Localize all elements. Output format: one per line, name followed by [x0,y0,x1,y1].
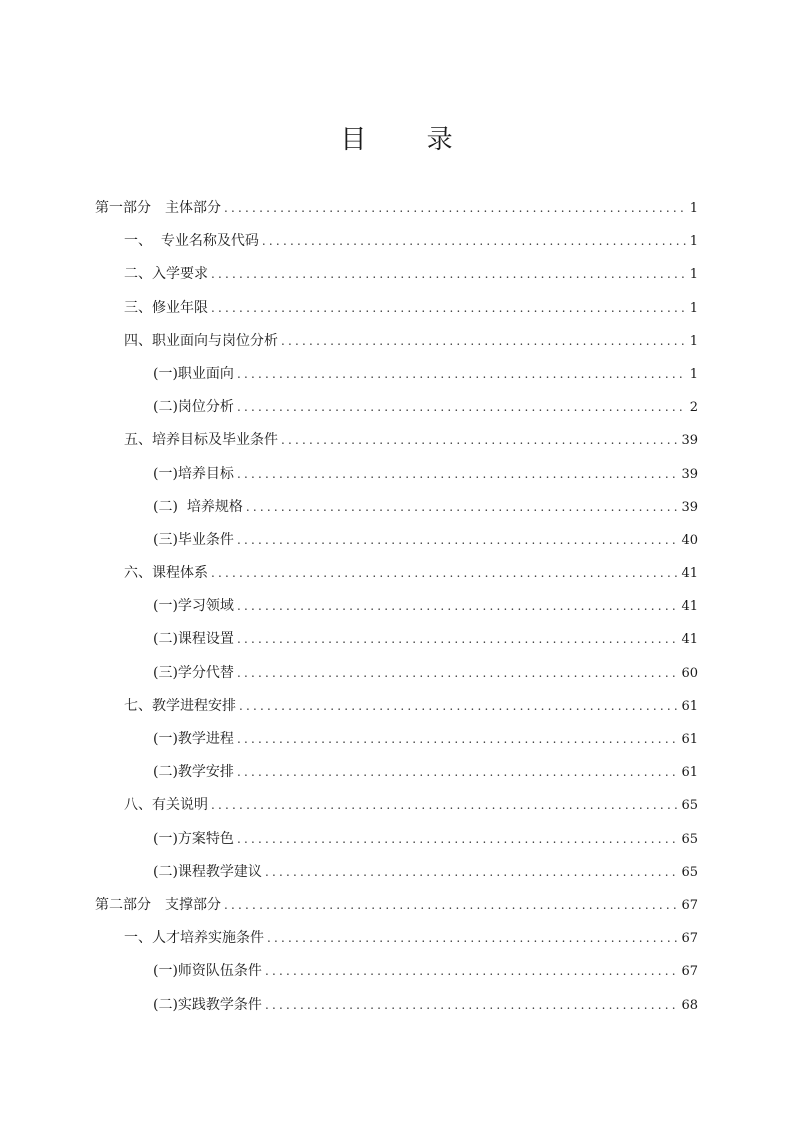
toc-entry[interactable] [95,723,698,756]
toc-page-number: 68 [681,997,698,1013]
toc-page-number: 1 [689,234,698,250]
toc-dot-leader [281,325,687,358]
toc-page-number: 67 [681,897,698,913]
toc-dot-leader [262,225,687,258]
toc-dot-leader [267,922,678,955]
toc-entry-label: 第一部分 主体部分 [95,200,221,216]
toc-entry[interactable] [95,789,698,822]
toc-page-number: 61 [681,765,698,781]
toc-entry-label: 四、职业面向与岗位分析 [124,332,278,349]
toc-entry-label: 一、 专业名称及代码 [124,233,259,250]
toc-dot-leader [237,358,687,391]
toc-entry-label: (一)学习领域 [153,598,234,615]
toc-page-number: 60 [681,665,698,681]
toc-entry[interactable] [95,823,698,856]
toc-entry-label: (一)教学进程 [153,731,234,747]
toc-entry[interactable] [95,690,698,723]
toc-entry-label: 五、培养目标及毕业条件 [124,432,278,449]
toc-page-number: 65 [681,831,698,847]
toc-entry[interactable] [95,458,698,491]
toc-entry[interactable] [95,989,698,1022]
page-title: 目 录 [340,125,479,155]
toc-dot-leader [246,491,679,524]
toc-dot-leader [265,955,679,988]
toc-entry[interactable] [95,623,698,656]
toc-page-number: 41 [681,599,698,615]
toc-dot-leader [211,292,687,325]
toc-entry-label: (一)师资队伍条件 [153,963,262,980]
toc-entry[interactable] [95,922,698,955]
toc-dot-leader [237,823,679,856]
toc-entry-label: (三)毕业条件 [153,531,234,548]
toc-entry-label: (二)岗位分析 [153,399,234,416]
toc-page-number: 61 [681,732,698,747]
toc-page-number: 65 [681,864,698,880]
toc-entry[interactable] [95,955,698,988]
toc-dot-leader [281,424,678,457]
toc-dot-leader [224,192,687,225]
toc-page-number: 2 [689,400,698,416]
toc-page-number: 65 [681,798,698,814]
toc-entry[interactable] [95,424,698,457]
toc-dot-leader [237,524,679,557]
toc-entry-label: (二) 培养规格 [153,498,243,515]
toc-entry-label: 三、修业年限 [124,299,208,316]
toc-dot-leader [237,723,679,756]
toc-entry[interactable] [95,756,698,789]
toc-dot-leader [211,789,678,822]
toc-entry-label: (一)职业面向 [153,365,234,382]
toc-page-number: 1 [689,300,698,316]
toc-entry[interactable] [95,325,698,358]
toc-dot-leader [237,590,679,623]
toc-entry-label: 六、课程体系 [124,565,208,582]
toc-entry[interactable] [95,358,698,391]
toc-entry-label: (二)课程设置 [153,631,234,648]
toc-entry[interactable] [95,889,698,922]
toc-dot-leader [265,856,679,889]
toc-entry-label: 七、教学进程安排 [124,697,236,714]
toc-dot-leader [237,391,687,424]
toc-dot-leader [239,690,678,723]
toc-dot-leader [237,756,679,789]
toc-entry[interactable] [95,657,698,690]
toc-entry-label: (二)教学安排 [153,764,234,781]
toc-entry-label: 一、人才培养实施条件 [124,930,264,947]
toc-page-number: 41 [681,632,698,648]
toc-entry[interactable] [95,192,698,225]
toc-entry-label: 二、入学要求 [124,266,208,283]
toc-dot-leader [237,458,679,491]
toc-page-number: 39 [681,466,698,482]
toc-dot-leader [211,258,687,291]
toc-entry[interactable] [95,590,698,623]
toc-page-number: 1 [689,366,698,382]
toc-dot-leader [211,557,678,590]
toc-page-number: 67 [681,931,698,947]
toc-entry-label: 第二部分 支撑部分 [95,896,221,913]
toc-page-number: 39 [681,433,698,449]
toc-entry-label: (三)学分代替 [153,664,234,681]
toc-entry-label: (一)培养目标 [153,465,234,482]
toc-page-number: 39 [681,499,698,515]
toc-entry[interactable] [95,292,698,325]
toc-page-number: 41 [681,566,698,582]
toc-entry[interactable] [95,258,698,291]
toc-page-number: 1 [689,333,698,349]
toc-entry[interactable] [95,856,698,889]
toc-page-number: 1 [689,267,698,283]
toc-page-number: 40 [681,532,698,548]
toc-page-number: 1 [689,201,698,216]
table-of-contents [95,192,698,1022]
toc-page-number: 61 [681,698,698,714]
toc-entry-label: (二)课程教学建议 [153,863,262,880]
toc-entry[interactable] [95,391,698,424]
toc-dot-leader [237,623,679,656]
toc-entry[interactable] [95,524,698,557]
toc-entry-label: 八、有关说明 [124,797,208,814]
toc-entry[interactable] [95,557,698,590]
toc-entry-label: (二)实践教学条件 [153,996,262,1013]
toc-entry-label: (一)方案特色 [153,830,234,847]
toc-dot-leader [237,657,679,690]
toc-dot-leader [265,989,679,1022]
toc-entry[interactable] [95,225,698,258]
toc-page-number: 67 [681,964,698,980]
toc-dot-leader [224,889,678,922]
toc-entry[interactable] [95,491,698,524]
